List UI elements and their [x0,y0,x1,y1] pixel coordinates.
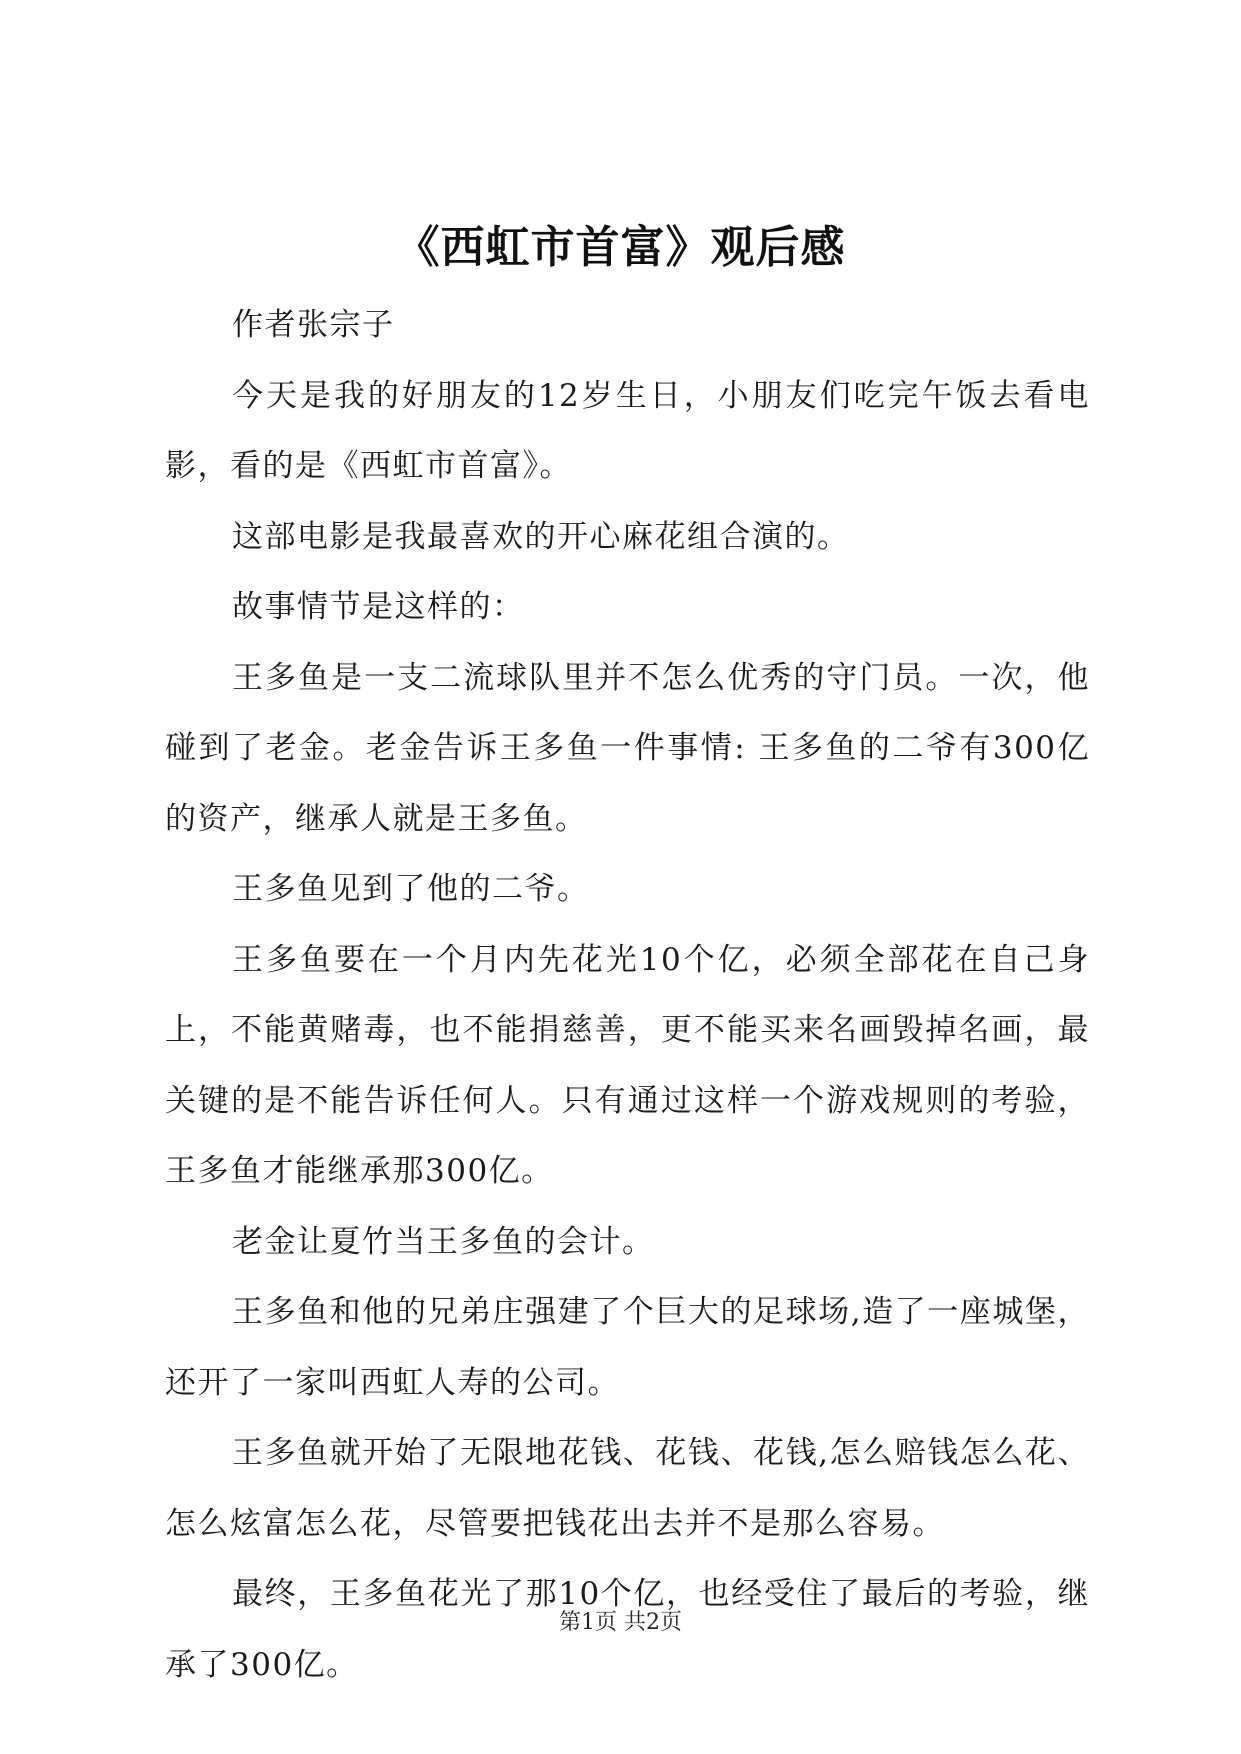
page-footer: 第1页 共2页 [559,1610,682,1635]
paragraph: 王多鱼是一支二流球队里并不怎么优秀的守门员。一次，他碰到了老金。老金告诉王多鱼一件事情: 王多鱼的二爷有300亿的资产，继承人就是王多鱼。 [165,659,1090,837]
paragraph: 今天是我的好朋友的12岁生日，小朋友们吃完午饭去看电影，看的是《西虹市首富》。 [165,377,1090,484]
document-body [165,290,1090,1700]
paragraph: 老金让夏竹当王多鱼的会计。 [232,1223,655,1260]
paragraph: 王多鱼要在一个月内先花光10个亿，必须全部花在自己身上，不能黄赌毒，也不能捐慈善，更不能买来名画毁掉名画，最关键的是不能告诉任何人。只有通过这样一个游戏规则的考验，王多鱼才能继承那300亿。 [165,941,1090,1189]
document-title: 《西虹市首富》观后感 [395,222,846,273]
paragraph: 故事情节是这样的： [232,589,525,625]
paragraph: 王多鱼就开始了无限地花钱、花钱、花钱,怎么赔钱怎么花、怎么炫富怎么花，尽管要把钱花出去并不是那么容易。 [165,1435,1090,1542]
paragraph: 最终，王多鱼花光了那10个亿，也经受住了最后的考验，继承了300亿。 [165,1576,1090,1683]
paragraph: 王多鱼见到了他的二爷。 [232,871,590,907]
author-line: 作者张宗子 [232,307,395,343]
paragraph: 王多鱼和他的兄弟庄强建了个巨大的足球场,造了一座城堡，还开了一家叫西虹人寿的公司。 [165,1294,1090,1401]
paragraph: 这部电影是我最喜欢的开心麻花组合演的。 [232,518,850,555]
